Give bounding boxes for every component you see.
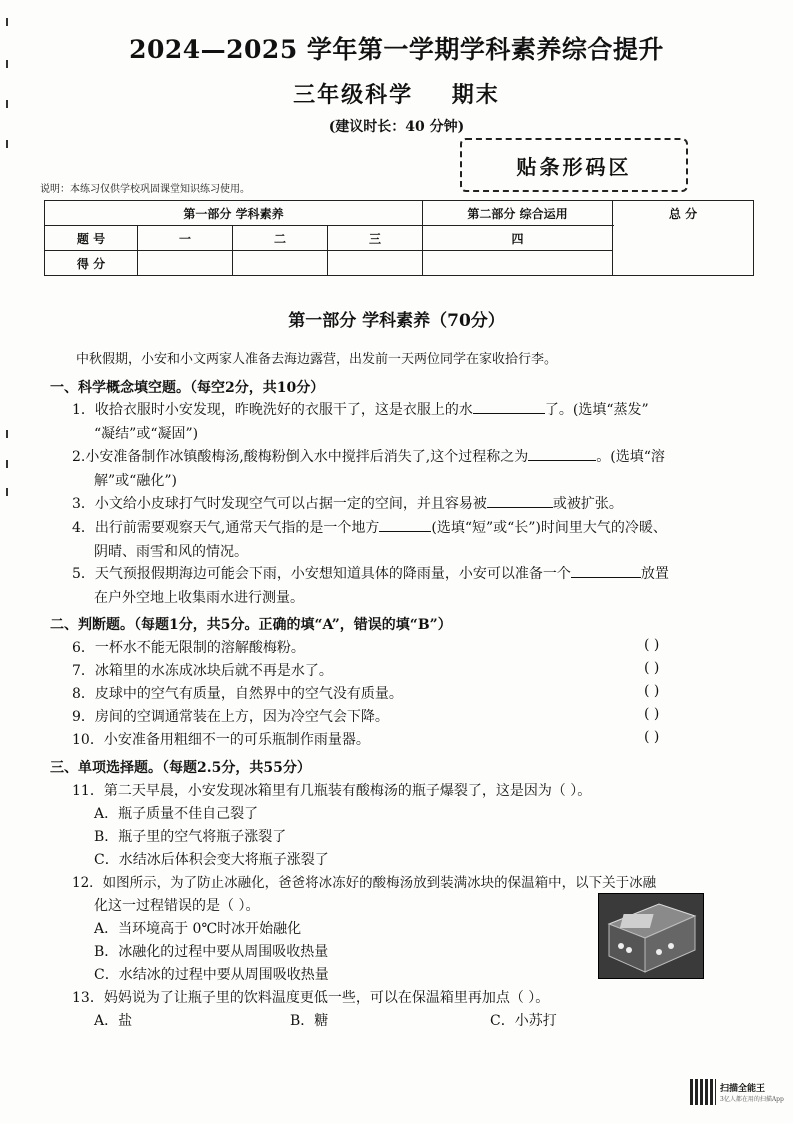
- question-2: 2.小安准备制作冰镇酸梅汤,酸梅粉倒入水中搅拌后消失了,这个过程称之为 。(选填“溶: [72, 446, 665, 468]
- score-col-3: 三: [328, 226, 423, 251]
- margin-mark: [6, 18, 8, 26]
- score-cell: [423, 251, 613, 276]
- q13-option-c[interactable]: C．小苏打: [490, 1013, 557, 1029]
- question-4: 4．出行前需要观察天气,通常天气指的是一个地方 (选填“短”或“长”)时间里大气的冷暖、: [72, 517, 667, 539]
- intro-text: 中秋假期，小安和小文两家人准备去海边露营，出发前一天两位同学在家收拾行李。: [76, 352, 558, 367]
- usage-note: 说明：本练习仅供学校巩固课堂知识练习使用。: [40, 184, 250, 195]
- suggested-time: (建议时长：40 分钟): [328, 119, 465, 135]
- judge-item-6: 6．一杯水不能无限制的溶解酸梅粉。: [72, 640, 305, 656]
- q13-option-a[interactable]: A．盐: [94, 1013, 133, 1029]
- judge-item-8: 8．皮球中的空气有质量，自然界中的空气没有质量。: [72, 686, 403, 702]
- answer-paren[interactable]: ( ): [644, 683, 660, 699]
- score-col-1: 一: [138, 226, 233, 251]
- score-col-2: 二: [233, 226, 328, 251]
- cooler-photo: [598, 893, 704, 979]
- score-table: [44, 200, 754, 276]
- score-part2-header: 第二部分 综合运用: [423, 201, 613, 226]
- q11-option-a[interactable]: A．瓶子质量不佳自己裂了: [94, 806, 259, 822]
- exam-title: 2024—2025 学年第一学期学科素养综合提升: [129, 35, 664, 64]
- question-1-cont: “凝结”或“凝固”): [94, 426, 199, 442]
- judge-item-10: 10．小安准备用粗细不一的可乐瓶制作雨量器。: [72, 732, 370, 748]
- score-cell: [138, 251, 233, 276]
- judge-item-9: 9．房间的空调通常装在上方，因为冷空气会下降。: [72, 709, 389, 725]
- scanner-tagline: 3亿人都在用的扫描App: [720, 1096, 784, 1103]
- answer-paren[interactable]: ( ): [644, 706, 660, 722]
- q11-option-c[interactable]: C．水结冰后体积会变大将瓶子涨裂了: [94, 852, 329, 868]
- judge-item-7: 7．冰箱里的水冻成冰块后就不再是水了。: [72, 663, 333, 679]
- scanner-name: 扫描全能王: [720, 1084, 766, 1094]
- qr-code-icon: [690, 1079, 716, 1105]
- question-11: 11．第二天早晨，小安发现冰箱里有几瓶装有酸梅汤的瓶子爆裂了，这是因为（ ）。: [72, 783, 592, 799]
- answer-paren[interactable]: ( ): [644, 637, 660, 653]
- question-2-cont: 解”或“融化”): [94, 473, 177, 489]
- margin-mark: [6, 140, 8, 148]
- question-5: 5．天气预报假期海边可能会下雨，小安想知道具体的降雨量，小安可以准备一个 放置: [72, 563, 669, 585]
- scanner-watermark: [690, 1075, 790, 1109]
- score-part1-header: 第一部分 学科素养: [45, 201, 423, 226]
- q13-option-b[interactable]: B．糖: [290, 1013, 329, 1029]
- section1-title: 一、科学概念填空题。（每空2分，共10分）: [50, 380, 325, 396]
- q11-option-b[interactable]: B．瓶子里的空气将瓶子涨裂了: [94, 829, 287, 845]
- question-4-cont: 阴晴、雨雪和风的情况。: [94, 544, 248, 560]
- q12-option-c[interactable]: C．水结冰的过程中要从周围吸收热量: [94, 967, 329, 983]
- q12-option-b[interactable]: B．冰融化的过程中要从周围吸收热量: [94, 944, 329, 960]
- score-total-header: 总 分: [613, 201, 754, 276]
- question-3: 3．小文给小皮球打气时发现空气可以占据一定的空间，并且容易被 或被扩张。: [72, 493, 623, 515]
- answer-blank[interactable]: [473, 399, 545, 414]
- score-cell: [328, 251, 423, 276]
- answer-blank[interactable]: [487, 493, 553, 508]
- answer-paren[interactable]: ( ): [644, 729, 660, 745]
- margin-mark: [6, 430, 8, 438]
- exam-subtitle: 三年级科学 期末: [293, 82, 500, 108]
- score-cell: [233, 251, 328, 276]
- answer-paren[interactable]: ( ): [644, 660, 660, 676]
- section2-title: 二、判断题。（每题1分，共5分。正确的填“A”，错误的填“B”）: [50, 617, 452, 633]
- score-row-label-question: 题 号: [45, 226, 138, 251]
- question-1: 1．收拾衣服时小安发现，昨晚洗好的衣服干了，这是衣服上的水 了。(选填“蒸发”: [72, 399, 649, 421]
- question-12-cont: 化这一过程错误的是（ ）。: [94, 898, 260, 914]
- question-12: 12．如图所示，为了防止冰融化，爸爸将冰冻好的酸梅汤放到装满冰块的保温箱中，以下关于冰融: [72, 875, 657, 891]
- q12-option-a[interactable]: A．当环境高于 0℃时冰开始融化: [94, 921, 302, 937]
- question-5-cont: 在户外空地上收集雨水进行测量。: [94, 590, 304, 606]
- barcode-area: 贴条形码区: [460, 138, 688, 192]
- score-col-4: 四: [423, 226, 613, 251]
- margin-mark: [6, 488, 8, 496]
- answer-blank[interactable]: [379, 517, 431, 532]
- answer-blank[interactable]: [528, 446, 596, 461]
- question-13: 13．妈妈说为了让瓶子里的饮料温度更低一些，可以在保温箱里再加点（ ）。: [72, 990, 550, 1006]
- answer-blank[interactable]: [571, 563, 641, 578]
- part1-title: 第一部分 学科素养（70分）: [288, 311, 505, 331]
- section3-title: 三、单项选择题。（每题2.5分，共55分）: [50, 760, 311, 776]
- margin-mark: [6, 460, 8, 468]
- score-row-label-score: 得 分: [45, 251, 138, 276]
